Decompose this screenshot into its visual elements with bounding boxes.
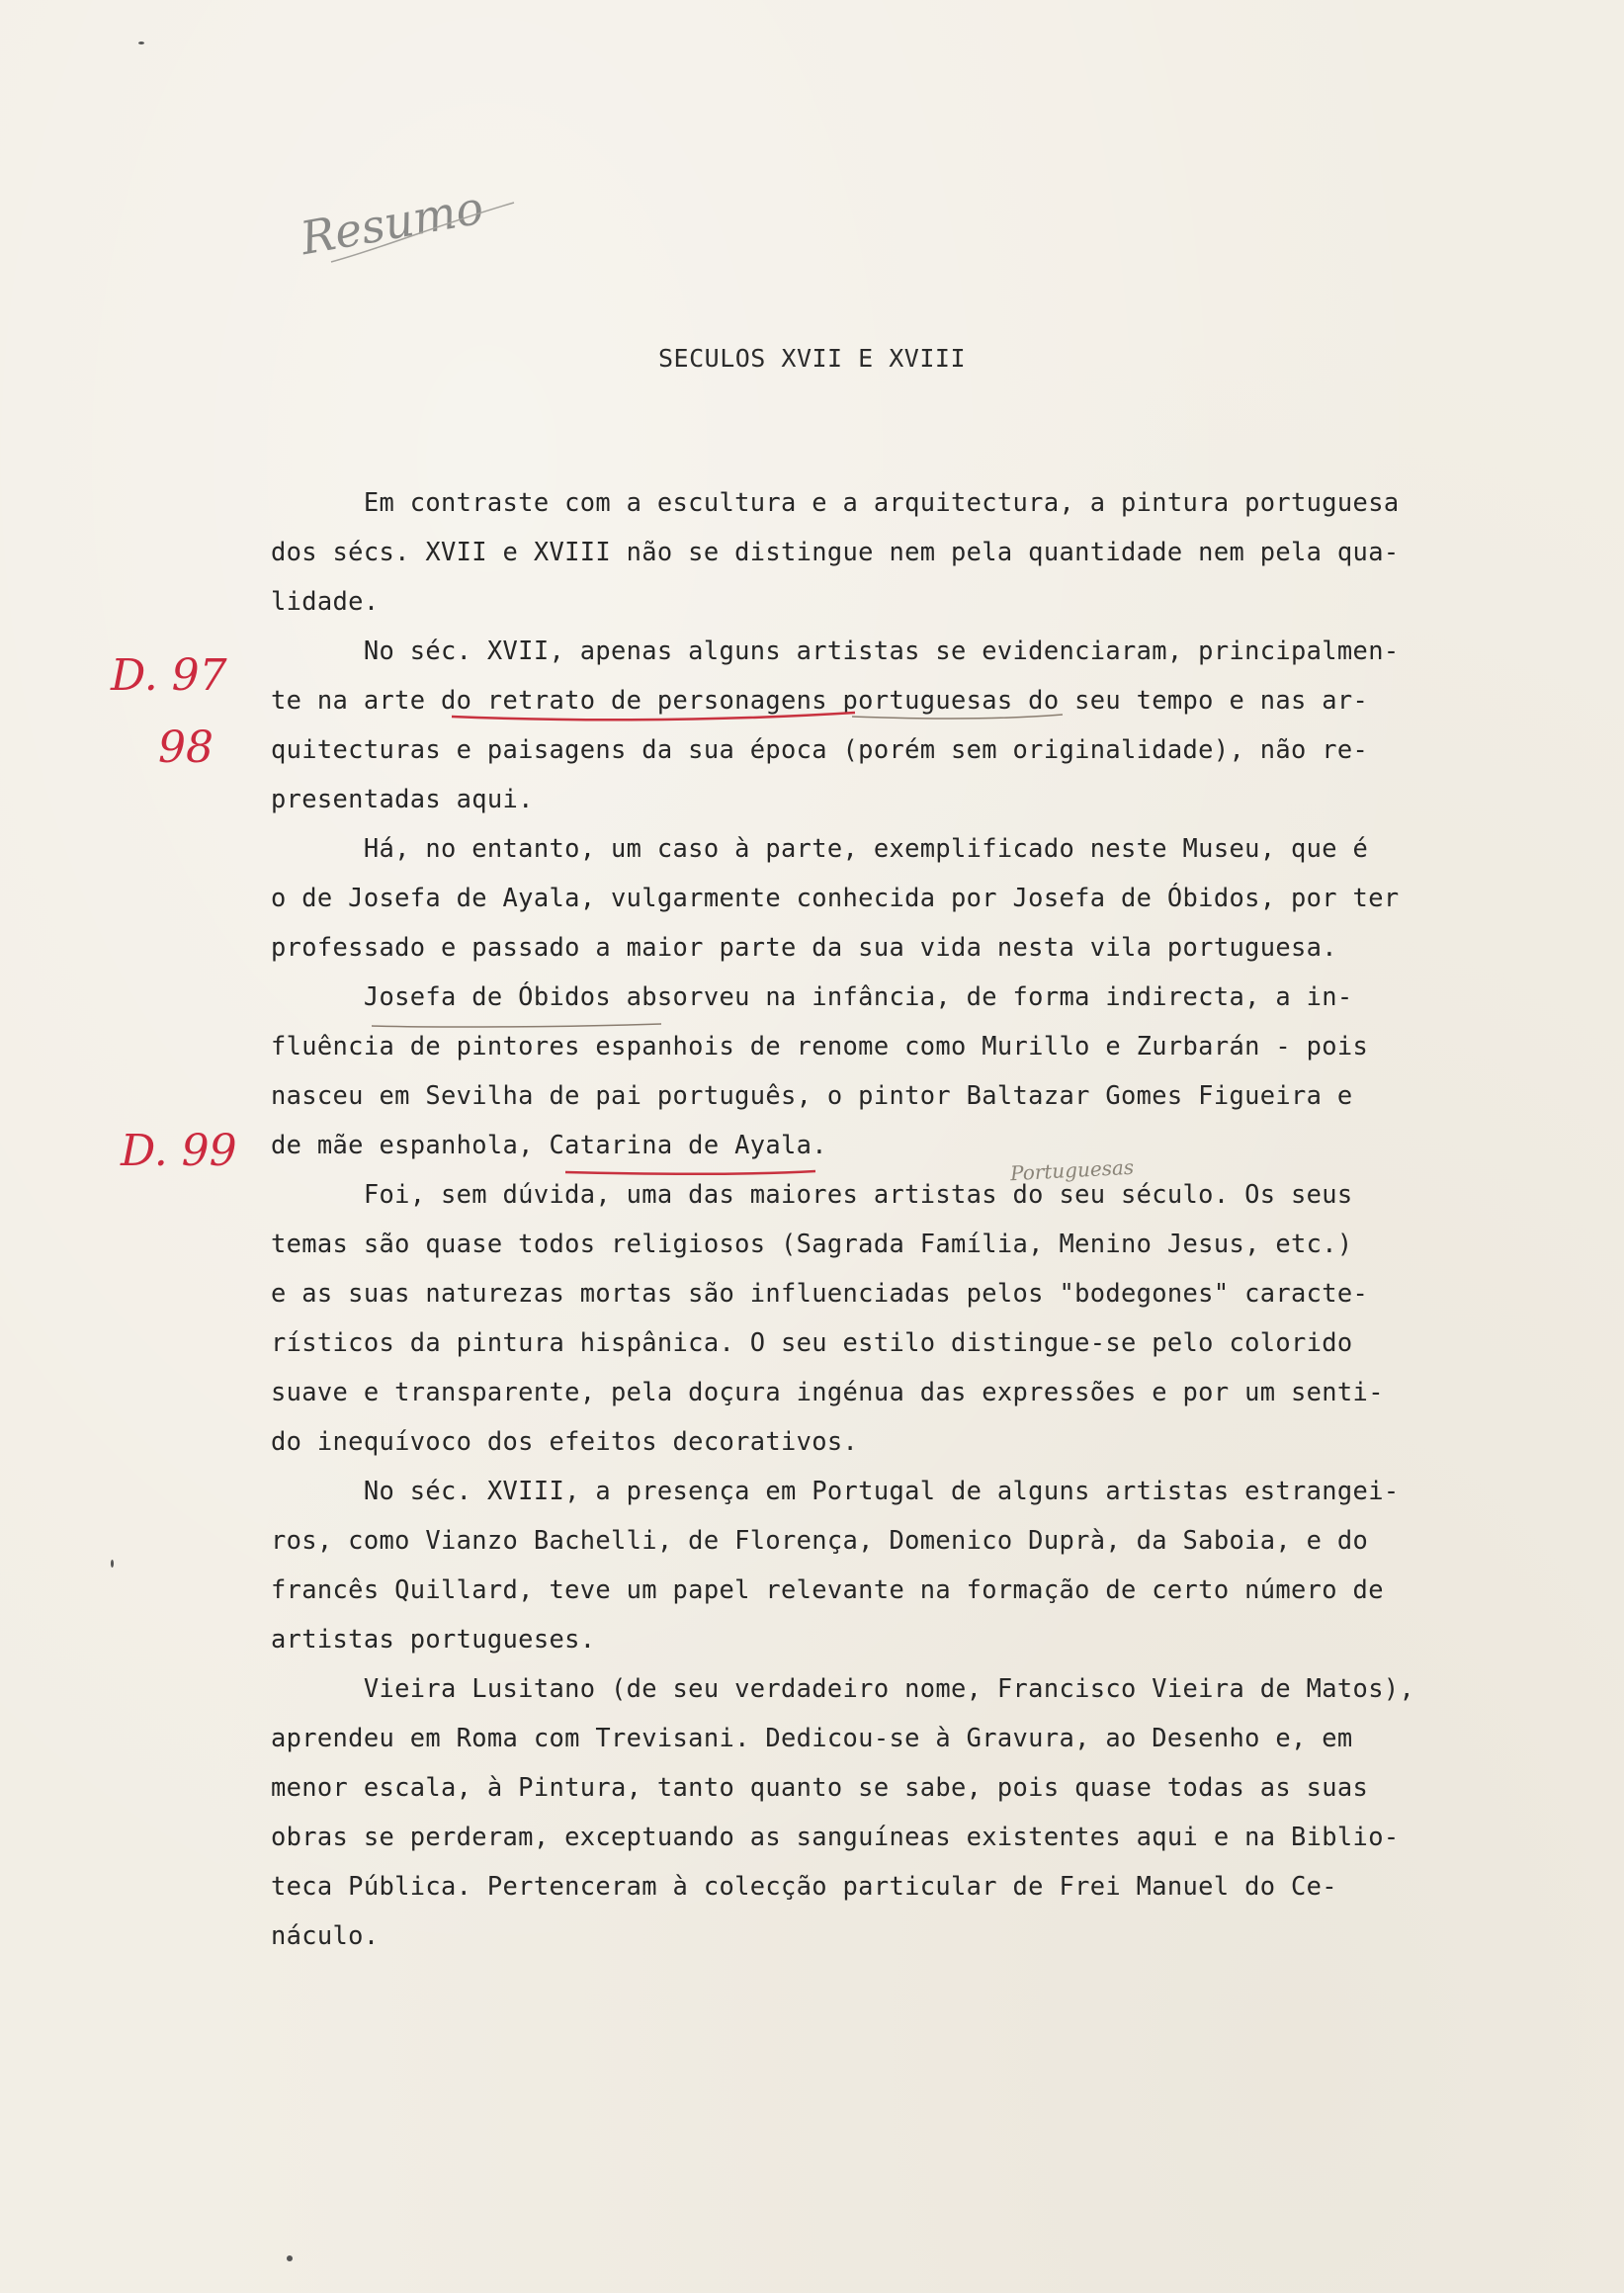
text-line: rísticos da pintura hispânica. O seu estilo distingue-se pelo colorido bbox=[271, 1327, 1353, 1357]
text-line: obras se perderam, exceptuando as sanguíneas existentes aqui e na Biblio- bbox=[271, 1822, 1400, 1851]
text-line: Foi, sem dúvida, uma das maiores artistas do seu século. Os seus bbox=[271, 1179, 1353, 1209]
text-line: No séc. XVII, apenas alguns artistas se evidenciaram, principalmen- bbox=[271, 636, 1400, 665]
red-underline-retrato bbox=[450, 707, 865, 726]
text-line: francês Quillard, teve um papel relevante na formação de certo número de bbox=[271, 1574, 1384, 1604]
text-line: presentadas aqui. bbox=[271, 784, 534, 813]
text-line: e as suas naturezas mortas são influenciadas pelos "bodegones" caracte- bbox=[271, 1278, 1369, 1308]
text-line: fluência de pintores espanhois de renome como Murillo e Zurbarán - pois bbox=[271, 1031, 1369, 1061]
text-line: No séc. XVIII, a presença em Portugal de alguns artistas estrangei- bbox=[271, 1476, 1400, 1505]
brown-underline-josefa bbox=[370, 1018, 666, 1034]
page-title: SECULOS XVII E XVIII bbox=[657, 344, 967, 373]
text-line: teca Pública. Pertenceram à colecção particular de Frei Manuel do Ce- bbox=[271, 1871, 1337, 1901]
text-line: do inequívoco dos efeitos decorativos. bbox=[271, 1426, 859, 1456]
text-line: de mãe espanhola, Catarina de Ayala. bbox=[271, 1130, 827, 1159]
speck bbox=[111, 1560, 114, 1568]
pencil-underline-stroke bbox=[326, 193, 524, 272]
text-line: professado e passado a maior parte da sua vida nesta vila portuguesa. bbox=[271, 932, 1337, 962]
text-line: o de Josefa de Ayala, vulgarmente conhecida por Josefa de Óbidos, por ter bbox=[271, 883, 1400, 912]
pencil-insertion-portuguesas: Portuguesas bbox=[1009, 1154, 1135, 1186]
text-line: quitecturas e paisagens da sua época (porém sem originalidade), não re- bbox=[271, 734, 1369, 764]
text-line: náculo. bbox=[271, 1920, 380, 1950]
text-line: lidade. bbox=[271, 586, 380, 616]
text-line: artistas portugueses. bbox=[271, 1624, 596, 1654]
pencil-annotation-resumo: Resumo bbox=[297, 180, 487, 266]
speck bbox=[287, 2255, 293, 2261]
text-line: aprendeu em Roma com Trevisani. Dedicou-se à Gravura, ao Desenho e, em bbox=[271, 1723, 1353, 1752]
speck bbox=[138, 42, 144, 44]
margin-note-d99: D. 99 bbox=[121, 1126, 237, 1176]
text-line: suave e transparente, pela doçura ingénua das expressões e por um senti- bbox=[271, 1377, 1384, 1406]
text-line: Há, no entanto, um caso à parte, exemplificado neste Museu, que é bbox=[271, 833, 1369, 863]
text-line: temas são quase todos religiosos (Sagrada Família, Menino Jesus, etc.) bbox=[271, 1229, 1353, 1258]
text-line: dos sécs. XVII e XVIII não se distingue nem pela quantidade nem pela qua- bbox=[271, 537, 1400, 566]
margin-note-d97: D. 97 bbox=[111, 650, 227, 701]
text-line: menor escala, à Pintura, tanto quanto se sabe, pois quase todas as suas bbox=[271, 1772, 1369, 1802]
text-line: Em contraste com a escultura e a arquitectura, a pintura portuguesa bbox=[271, 487, 1400, 517]
text-line: te na arte do retrato de personagens portuguesas do seu tempo e nas ar- bbox=[271, 685, 1369, 715]
text-line: Josefa de Óbidos absorveu na infância, de forma indirecta, a in- bbox=[271, 981, 1353, 1011]
margin-note-98: 98 bbox=[158, 722, 214, 773]
text-line: ros, como Vianzo Bachelli, de Florença, Domenico Duprà, da Saboia, e do bbox=[271, 1525, 1369, 1555]
red-underline-catarina bbox=[563, 1164, 820, 1180]
brown-underline-portuguesas bbox=[850, 709, 1068, 724]
text-line: nasceu em Sevilha de pai português, o pintor Baltazar Gomes Figueira e bbox=[271, 1080, 1353, 1110]
text-line: Vieira Lusitano (de seu verdadeiro nome, Francisco Vieira de Matos), bbox=[271, 1673, 1415, 1703]
